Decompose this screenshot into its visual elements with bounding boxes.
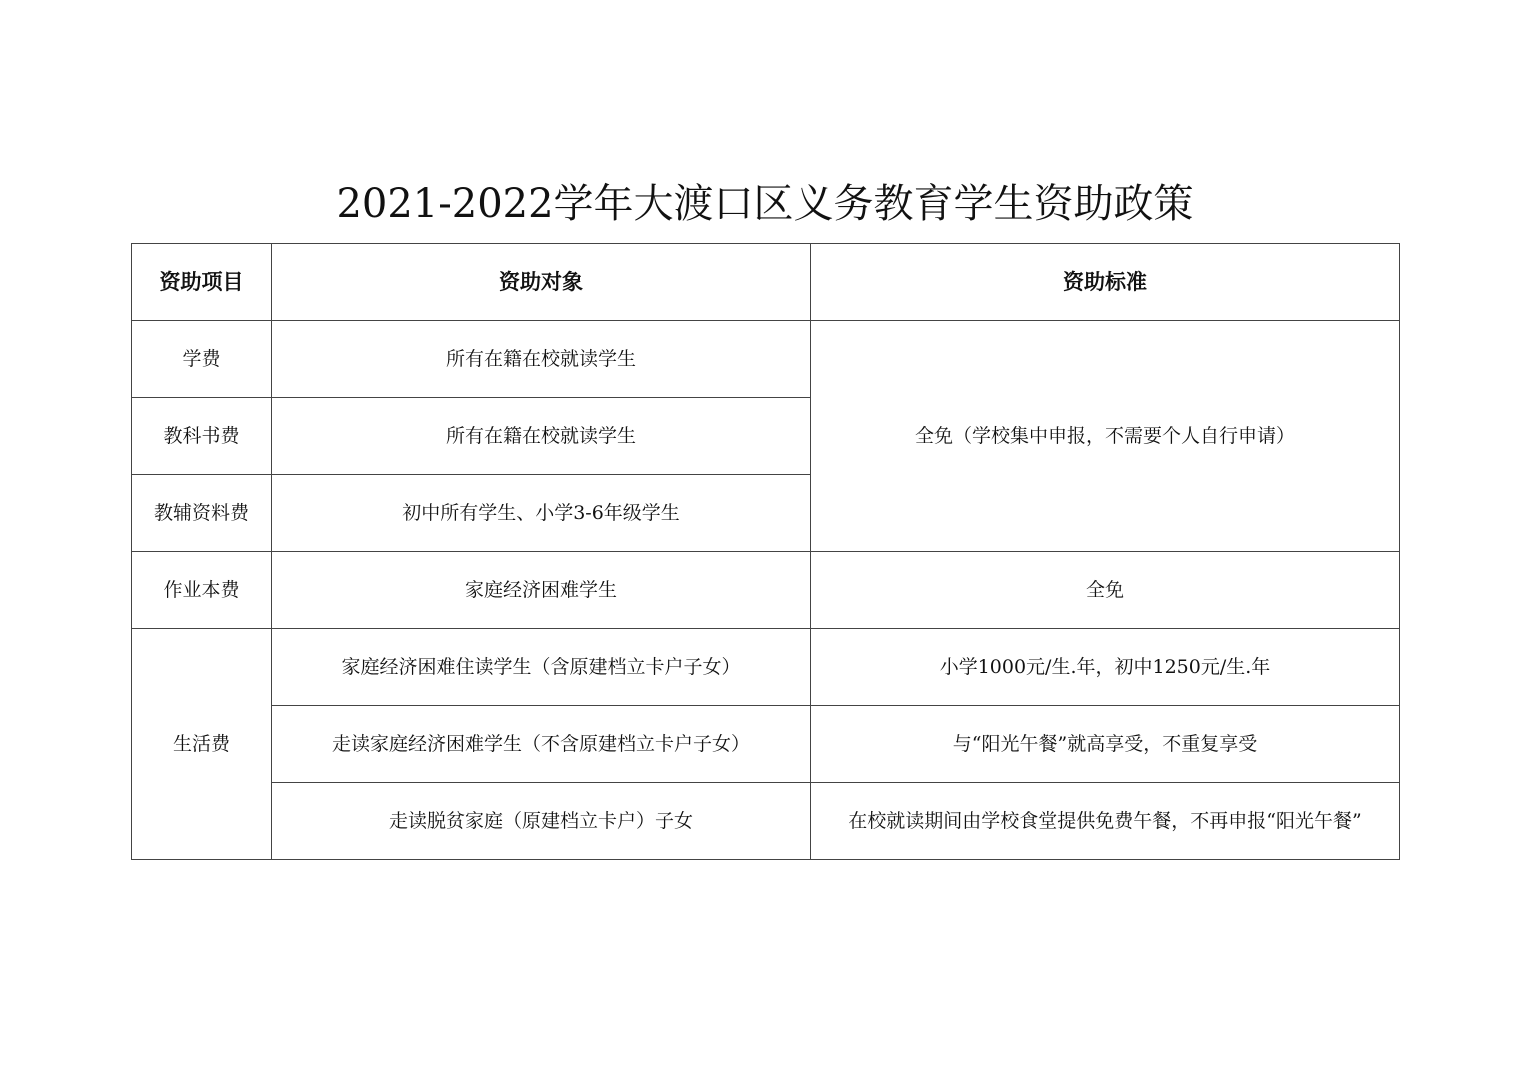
cell-standard: 在校就读期间由学校食堂提供免费午餐，不再申报“阳光午餐”: [811, 783, 1400, 860]
cell-standard-merged: 全免（学校集中申报，不需要个人自行申请）: [811, 321, 1400, 552]
header-item: 资助项目: [132, 244, 272, 321]
header-standard: 资助标准: [811, 244, 1400, 321]
table-row: [132, 629, 1400, 706]
cell-item: 教科书费: [132, 398, 272, 475]
cell-standard: 与“阳光午餐”就高享受，不重复享受: [811, 706, 1400, 783]
cell-standard: 全免: [811, 552, 1400, 629]
cell-target: 所有在籍在校就读学生: [272, 321, 811, 398]
cell-item: 学费: [132, 321, 272, 398]
page-title: 2021-2022学年大渡口区义务教育学生资助政策: [336, 181, 1194, 227]
policy-table: [131, 243, 1400, 860]
cell-item-merged: 生活费: [132, 629, 272, 860]
cell-target: 家庭经济困难学生: [272, 552, 811, 629]
cell-target: 走读脱贫家庭（原建档立卡户）子女: [272, 783, 811, 860]
header-target: 资助对象: [272, 244, 811, 321]
table-row: [132, 552, 1400, 629]
table-header-row: [132, 244, 1400, 321]
cell-target: 走读家庭经济困难学生（不含原建档立卡户子女）: [272, 706, 811, 783]
cell-target: 初中所有学生、小学3-6年级学生: [272, 475, 811, 552]
cell-standard: 小学1000元/生.年，初中1250元/生.年: [811, 629, 1400, 706]
cell-item: 教辅资料费: [132, 475, 272, 552]
cell-target: 所有在籍在校就读学生: [272, 398, 811, 475]
table-row: [132, 321, 1400, 398]
table-row: [132, 706, 1400, 783]
table-row: [132, 783, 1400, 860]
cell-target: 家庭经济困难住读学生（含原建档立卡户子女）: [272, 629, 811, 706]
cell-item: 作业本费: [132, 552, 272, 629]
